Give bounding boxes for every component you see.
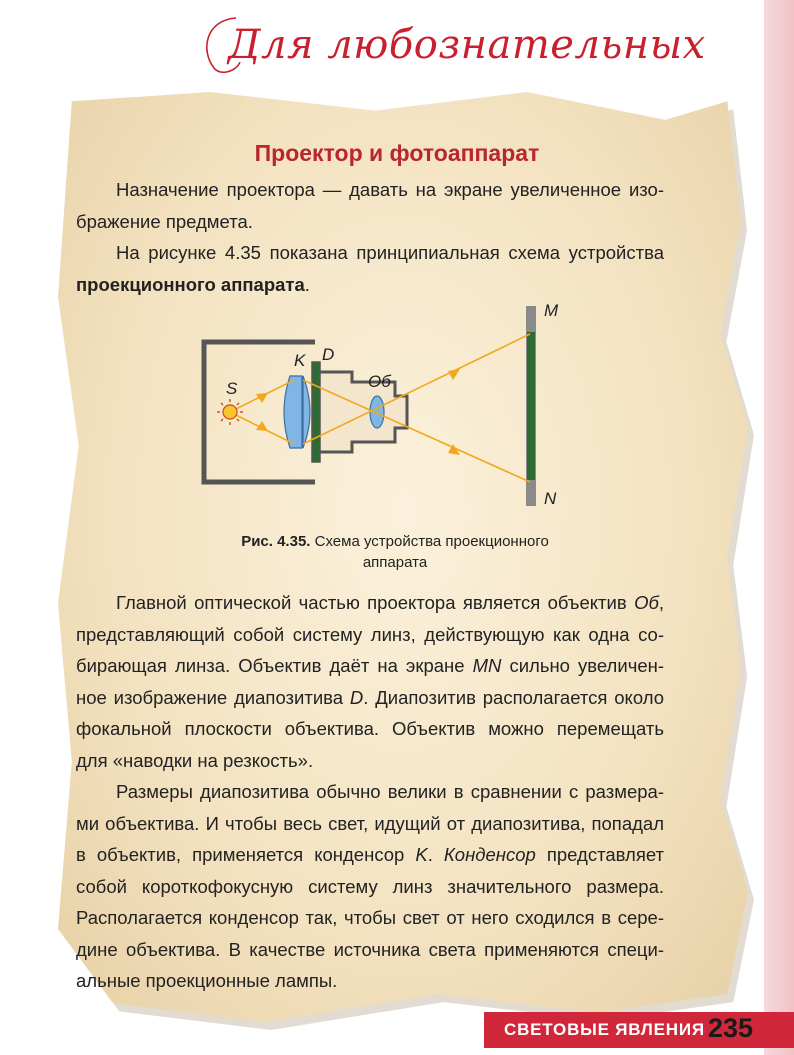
objective-tube bbox=[320, 372, 407, 452]
para2-line-7: альные проекционные лампы. bbox=[76, 970, 338, 991]
intro-line-4: проекционного аппарата. bbox=[76, 273, 310, 295]
caption-line-2: аппарата bbox=[362, 554, 428, 571]
paragraph-condenser bbox=[76, 776, 664, 997]
slide-diapositive bbox=[312, 362, 320, 462]
intro-text bbox=[76, 174, 664, 300]
label-ob: Об bbox=[368, 372, 391, 391]
intro-line-2: бражение предмета. bbox=[76, 210, 253, 232]
lamp-icon bbox=[217, 399, 243, 425]
label-s: S bbox=[226, 379, 238, 398]
intro-line-3: На рисунке 4.35 показана принципиальная схема устройства bbox=[116, 242, 664, 263]
para2-line-6: дине объектива. В качестве источника света применяются специ- bbox=[76, 938, 664, 960]
figure-caption bbox=[180, 531, 610, 573]
para1-line-3: бирающая линза. Объектив даёт на экране MN сильно увеличен- bbox=[76, 655, 664, 676]
label-k: K bbox=[294, 351, 306, 370]
para2-line-2: ми объектива. И чтобы весь свет, идущий от диапозитива, попадал bbox=[76, 812, 664, 834]
bold-term: проекционного аппарата bbox=[76, 273, 305, 295]
page-number: 235 bbox=[708, 1013, 754, 1043]
para1-line-4: ное изображение диапозитива D. Диапозитив располагается около bbox=[76, 686, 664, 708]
intro-line-1: Назначение проектора — давать на экране увеличенное изо- bbox=[116, 179, 664, 200]
label-m: M bbox=[544, 301, 559, 320]
para2-line-5: Располагается конденсор так, чтобы свет от него сходился в сере- bbox=[76, 907, 664, 928]
header-title: Для любознательных bbox=[228, 22, 706, 68]
section-title: Проектор и фотоаппарат bbox=[254, 140, 540, 166]
label-n: N bbox=[544, 489, 557, 508]
projector-diagram bbox=[190, 292, 590, 522]
para1-line-1: Главной оптической частью проектора является объектив Об, bbox=[116, 592, 664, 613]
para2-line-3: в объектив, применяется конденсор K. Конденсор представляет bbox=[76, 844, 664, 865]
caption-figure-number: Рис. 4.35. bbox=[241, 533, 311, 550]
para1-line-6: для «наводки на резкость». bbox=[76, 749, 314, 771]
caption-text: Схема устройства проекционного bbox=[310, 533, 549, 550]
footer-section-label: СВЕТОВЫЕ ЯВЛЕНИЯ bbox=[504, 1020, 705, 1039]
paragraph-objective bbox=[76, 587, 664, 776]
condenser-lens bbox=[284, 376, 310, 448]
para1-line-5: фокальной плоскости объектива. Объектив можно перемещать bbox=[76, 718, 664, 739]
objective-lens bbox=[370, 396, 384, 428]
para1-line-2: представляющий собой систему линз, действующую как одна со- bbox=[76, 623, 664, 645]
para2-line-4: собой короткофокусную систему линз значительного размера. bbox=[76, 875, 664, 897]
para2-line-1: Размеры диапозитива обычно велики в сравнении с размера- bbox=[116, 781, 664, 802]
label-d: D bbox=[322, 345, 335, 364]
